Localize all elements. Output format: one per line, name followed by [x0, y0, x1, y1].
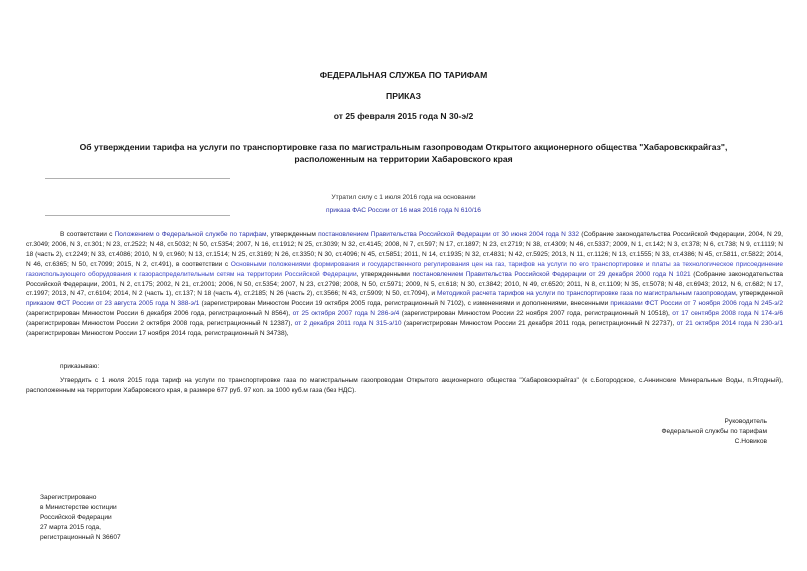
link-order-245[interactable]: приказами ФСТ России от 7 ноября 2006 года N 245-э/2 [610, 300, 784, 308]
registration-block [40, 493, 121, 543]
date-number-heading: от 25 февраля 2015 года N 30-э/2 [333, 111, 474, 121]
basis-text: (зарегистрирован Минюстом России 6 декабря 2006 года, регистрационный N 8564), [26, 310, 293, 318]
link-order-230[interactable]: от 21 октября 2014 года N 230-э/1 [676, 320, 784, 328]
link-fst-regulation[interactable]: Положением о Федеральной службе по тарифам [114, 231, 267, 238]
order-paragraph [26, 376, 783, 396]
basis-text: (зарегистрирован Минюстом России 17 ноября 2014 года, регистрационный N 34738), [26, 330, 289, 338]
link-order-388[interactable]: приказом ФСТ России от 23 августа 2005 года N 388-э/1 [26, 300, 200, 308]
basis-text: (зарегистрирован Минюстом России 2 октября 2008 года, регистрационный N 12387), [26, 320, 295, 328]
link-resolution-1021[interactable]: постановлением Правительства Российской Федерации от 29 декабря 2000 года N 1021 [412, 270, 691, 278]
signature-block [662, 417, 768, 447]
link-order-286[interactable]: от 25 октября 2007 года N 286-э/4 [292, 310, 400, 318]
status-note: Утратил силу с 1 июля 2016 года на основании [331, 194, 476, 201]
basis-text: (зарегистрирован Минюстом России 19 октября 2005 года, регистрационный N 7102), с изменениями и дополнениями, внесенными [199, 300, 611, 308]
basis-text: (зарегистрирован Минюстом России 21 декабря 2011 года, регистрационный N 22737), [401, 320, 677, 328]
basis-text: , утвержденным [266, 231, 319, 238]
divider-top [45, 178, 230, 179]
basis-text: , утвержденными [356, 270, 413, 278]
link-methodology[interactable]: Методикой расчета тарифов на услуги по транспортировке газа по магистральным газопроводам [437, 290, 736, 298]
registration-line-2: в Министерстве юстиции [40, 504, 117, 511]
link-resolution-332[interactable]: постановлением Правительства Российской Федерации от 30 июня 2004 года N 332 [318, 231, 580, 238]
signature-name: С.Новиков [734, 438, 767, 445]
basis-text: (Собрание законодательства Российской Федерации, 2001, N 2, ст.175; 2002, N 21, ст.2001; 2006, N 50, ст.5354; 2007, N 23, ст.2798; 2008, N 50, ст.5971; 2009, N 5, ст.618; N 30, ст.3842; 2010, N 49, ст.6520; 2011, N 8, ст.1109; N 35, ст.5078; N 48, ст.6943; 2012, N 6, ст.682; N 17, ст.1997; 2013, N 47, ст.6104; 2014, N 2 (часть 1), ст.137; N 18 (часть 4), ст.2185; N 26 (часть 2), ст.3566; N 43, ст.5909; N 50, ст.7094), и [26, 270, 783, 298]
basis-paragraph [26, 230, 783, 339]
status-note-link-text[interactable]: приказа ФАС России от 16 мая 2016 года N 610/16 [326, 207, 481, 214]
basis-text: (зарегистрирован Минюстом России 22 ноября 2007 года, регистрационный N 10518), [399, 310, 673, 318]
order-text: Утвердить с 1 июля 2015 года тариф на услуги по транспортировке газа по магистральным газопроводам Открытого акционерного общества "Хабаровсккрайгаз" (к с.Богородское, с.Аннинские Минеральные Воды, п.Ягодный), расположенным на территории Хабаровского края, в размере 677 руб. 97 коп. за 1000 куб.м газа (без НДС). [26, 377, 783, 394]
basis-text: В соответствии с [60, 231, 115, 238]
title-line-1: Об утверждении тарифа на услуги по транспортировке газа по магистральным газопроводам Открытого акционерного общества "Хабаровсккрайгаз", [79, 142, 728, 152]
signature-position: Руководитель [724, 418, 767, 425]
registration-line-3: Российской Федерации [40, 514, 112, 521]
title-line-2: расположенным на территории Хабаровского края [294, 154, 513, 164]
link-order-174[interactable]: от 17 сентября 2008 года N 174-э/6 [672, 310, 784, 318]
link-order-315[interactable]: от 2 декабря 2011 года N 315-э/10 [294, 320, 402, 328]
agency-heading: ФЕДЕРАЛЬНАЯ СЛУЖБА ПО ТАРИФАМ [319, 70, 488, 80]
order-preamble: приказываю: [60, 363, 100, 370]
doc-type-heading: ПРИКАЗ [386, 91, 421, 101]
link-main-provisions[interactable]: Основными положениями формирования и государственного регулирования цен на газ, тарифов на услуги по его транспортировке и платы за технологическое присоединение газоиспользующего оборудования к газораспределительным сетям на территории Российской Федерации [26, 260, 783, 278]
divider-bottom [45, 215, 230, 216]
registration-line-5: регистрационный N 36607 [40, 534, 121, 541]
registration-line-4: 27 марта 2015 года, [40, 524, 101, 531]
registration-line-1: Зарегистрировано [40, 494, 97, 501]
signature-agency: Федеральной службы по тарифам [661, 428, 767, 435]
document-title [0, 141, 807, 165]
basis-text: , утвержденной [735, 290, 784, 298]
basis-text: (Собрание законодательства Российской Федерации, 2004, N 29, ст.3049; 2006, N 3, ст.301; N 23, ст.2522; N 48, ст.5032; N 50, ст.5354; 2007, N 16, ст.1912; N 25, ст.3039; N 32, ст.4145; 2008, N 7, ст.597; N 17, ст.1897; N 23, ст.2719; N 38, ст.4309; N 46, ст.5337; 2009, N 1, ст.142; N 3, ст.378; N 6, ст.738; N 9, ст.1119; N 18 (часть 2), ст.2249; N 33, ст.4086; 2010, N 9, ст.960; N 13, ст.1514; N 25, ст.3169; N 26, ст.3350; N 30, ст.4096; N 45, ст.5851; 2011, N 14, ст.1935; N 32, ст.4831; N 42, ст.5925; 2013, N 11, ст.1126; N 13, ст.1555; N 33, ст.4386; N 45, ст.5811, ст.5822; 2014, N 46, ст.6365; N 50, ст.7099; 2015, N 2, ст.491), в соответствии с [26, 231, 784, 268]
